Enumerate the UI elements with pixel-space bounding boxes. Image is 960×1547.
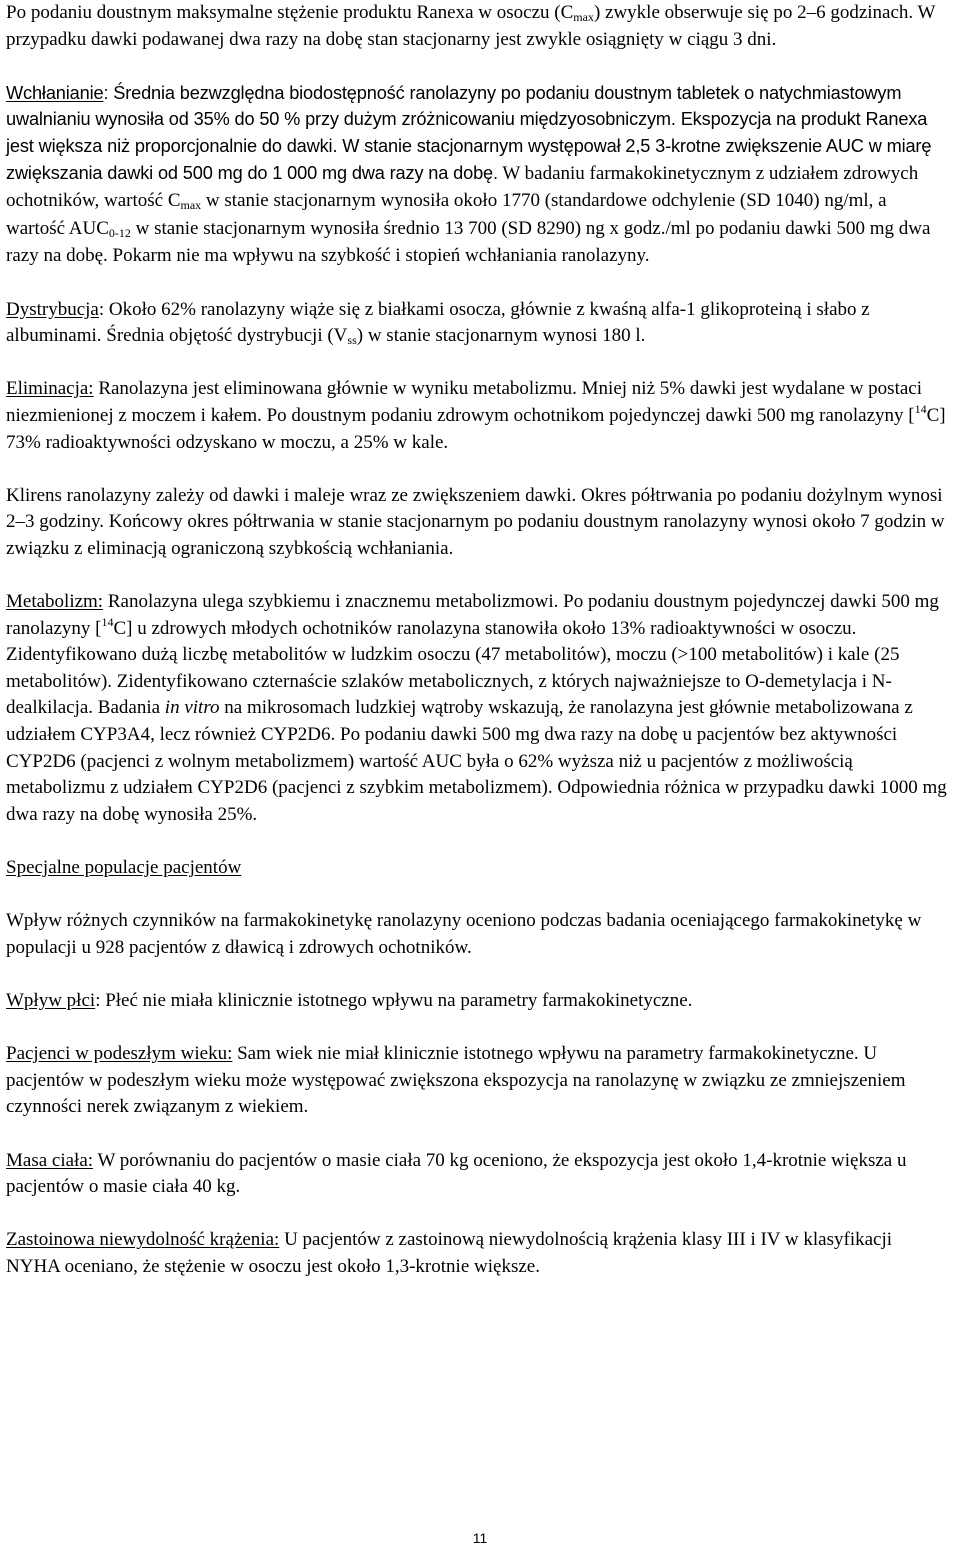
paragraph-heart-failure	[6, 1227, 950, 1280]
superscript: 14	[101, 614, 114, 629]
text: W badaniu farmakokinetycznym z udziałem zdrowych ochotników, wartość C	[6, 162, 919, 212]
section-heading-elderly: Pacjenci w podeszłym wieku:	[6, 1043, 233, 1065]
paragraph-elderly	[6, 1041, 950, 1121]
text: : Średnia bezwzględna biodostępność ranolazyny po podaniu doustnym tabletek o natychmiastowym uwalnianiu wynosiła od 35% do 50 % przy dużym zróżnicowaniu międzyosobniczym. Ekspozycja na produkt Ranexa jest większa niż proporcjonalnie do dawki. W stanie stacjonarnym występował 2,5 3-krotne zwiększenie AUC w miarę zwiększania dawki od 500 mg do 1 000 mg dwa razy na dobę.	[6, 82, 932, 183]
text: Po podaniu doustnym maksymalne stężenie produktu Ranexa w osoczu (C	[6, 2, 574, 23]
paragraph-cmax-timing	[6, 0, 950, 53]
text: W porównaniu do pacjentów o masie ciała 70 kg oceniono, że ekspozycja jest około 1,4-krotnie większa u pacjentów o masie ciała 40 kg.	[6, 1149, 907, 1198]
text: Ranolazyna jest eliminowana głównie w wyniku metabolizmu. Mniej niż 5% dawki jest wydalane w postaci niezmienionej z moczem i kałem. Po doustnym podaniu zdrowym ochotnikom pojedynczej dawki 500 mg ranolazyny [	[6, 378, 922, 426]
text: Sam wiek nie miał klinicznie istotnego wpływu na parametry farmakokinetyczne. U pacjentów w podeszłym wieku może występować zwiększona ekspozycja na ranolazynę w związku ze zmniejszeniem czynności nerek związanym z wiekiem.	[6, 1043, 906, 1118]
special-populations-heading	[6, 855, 950, 882]
section-heading-metabolism: Metabolizm:	[6, 591, 104, 613]
paragraph-special-populations-intro: Wpływ różnych czynników na farmakokinetykę ranolazyny oceniono podczas badania oceniającego farmakokinetykę w populacji u 928 pacjentów z dławicą i zdrowych ochotników.	[6, 910, 922, 958]
paragraph-metabolism	[6, 589, 950, 828]
section-heading-body-weight: Masa ciała:	[6, 1149, 94, 1171]
section-heading-sex: Wpływ płci	[6, 989, 96, 1011]
paragraph-sex	[6, 988, 950, 1015]
text: : Płeć nie miała klinicznie istotnego wpływu na parametry farmakokinetyczne.	[95, 989, 693, 1011]
paragraph-absorption	[6, 80, 950, 270]
text: C] u zdrowych młodych ochotników ranolazyna stanowiła około 13% radioaktywności w osoczu. Zidentyfikowano dużą liczbę metabolitów w ludzkim osoczu (47 metabolitów), moczu (>100 metabolitów) i kale (25 metabolitów). Zidentyfikowano czternaście szlaków metabolicznych, z których najważniejsze to O-demetylacja i N-dealkilacja. Badania	[6, 617, 900, 719]
text: U pacjentów z zastoinową niewydolnością krążenia klasy III i IV w klasyfikacji NYHA oceniano, że stężenie w osoczu jest około 1,3-krotnie większe.	[6, 1229, 893, 1277]
paragraph-elimination	[6, 376, 950, 456]
section-heading-heart-failure: Zastoinowa niewydolność krążenia:	[6, 1229, 280, 1251]
section-heading-special-populations: Specjalne populacje pacjentów	[6, 857, 242, 878]
text: C] 73% radioaktywności odzyskano w moczu, a 25% w kale.	[6, 404, 946, 453]
document-page	[6, 0, 950, 1307]
text: w stanie stacjonarnym wynosiła około 1770 (standardowe odchylenie (SD 1040) ng/ml, a wartość AUC	[6, 190, 887, 239]
paragraph-body-weight	[6, 1148, 950, 1201]
paragraph-distribution	[6, 297, 950, 350]
subscript: ss	[347, 333, 357, 348]
text: ) zwykle obserwuje się po 2–6 godzinach. W przypadku dawki podawanej dwa razy na dobę stan stacjonarny jest zwykle osiągnięty w ciągu 3 dni.	[6, 2, 936, 50]
text: ) w stanie stacjonarnym wynosi 180 l.	[356, 325, 646, 347]
section-heading-distribution: Dystrybucja	[6, 298, 99, 320]
text: w stanie stacjonarnym wynosiła średnio 13 700 (SD 8290) ng x godz./ml po podaniu dawki 500 mg dwa razy na dobę. Pokarm nie ma wpływu na szybkość i stopień wchłaniania ranolazyny.	[6, 217, 931, 267]
section-heading-elimination: Eliminacja:	[6, 378, 94, 400]
subscript: 0-12	[108, 225, 131, 240]
superscript: 14	[914, 401, 927, 416]
paragraph-clearance: Klirens ranolazyny zależy od dawki i maleje wraz ze zwiększeniem dawki. Okres półtrwania po podaniu dożylnym wynosi 2–3 godziny. Końcowy okres półtrwania w stanie stacjonarnym po podaniu doustnym ranolazyny wynosi około 7 godzin w związku z eliminacją ograniczoną szybkością wchłaniania.	[6, 484, 945, 559]
subscript: max	[573, 10, 594, 24]
subscript: max	[180, 198, 202, 213]
page-number: 11	[472, 1530, 488, 1546]
section-heading-absorption: Wchłanianie	[6, 82, 104, 103]
text: Ranolazyna ulega szybkiemu i znacznemu metabolizmowi. Po podaniu doustnym pojedynczej dawki 500 mg ranolazyny [	[6, 591, 939, 639]
italic-text: in vitro	[164, 697, 220, 719]
text: : Około 62% ranolazyny wiąże się z białkami osocza, głównie z kwaśną alfa-1 glikoproteiną i słabo z albuminami. Średnia objętość dystrybucji (V	[6, 298, 870, 347]
text: na mikrosomach ludzkiej wątroby wskazują, że ranolazyna jest głównie metabolizowana z udziałem CYP3A4, lecz również CYP2D6. Po podaniu dawki 500 mg dwa razy na dobę u pacjentów bez aktywności CYP2D6 (pacjenci z wolnym metabolizmem) wartość AUC była o 62% wyższa niż u pacjentów z możliwością metabolizmu z udziałem CYP2D6 (pacjenci z szybkim metabolizmem). Odpowiednia różnica w przypadku dawki 1000 mg dwa razy na dobę wynosiła 25%.	[6, 697, 947, 825]
